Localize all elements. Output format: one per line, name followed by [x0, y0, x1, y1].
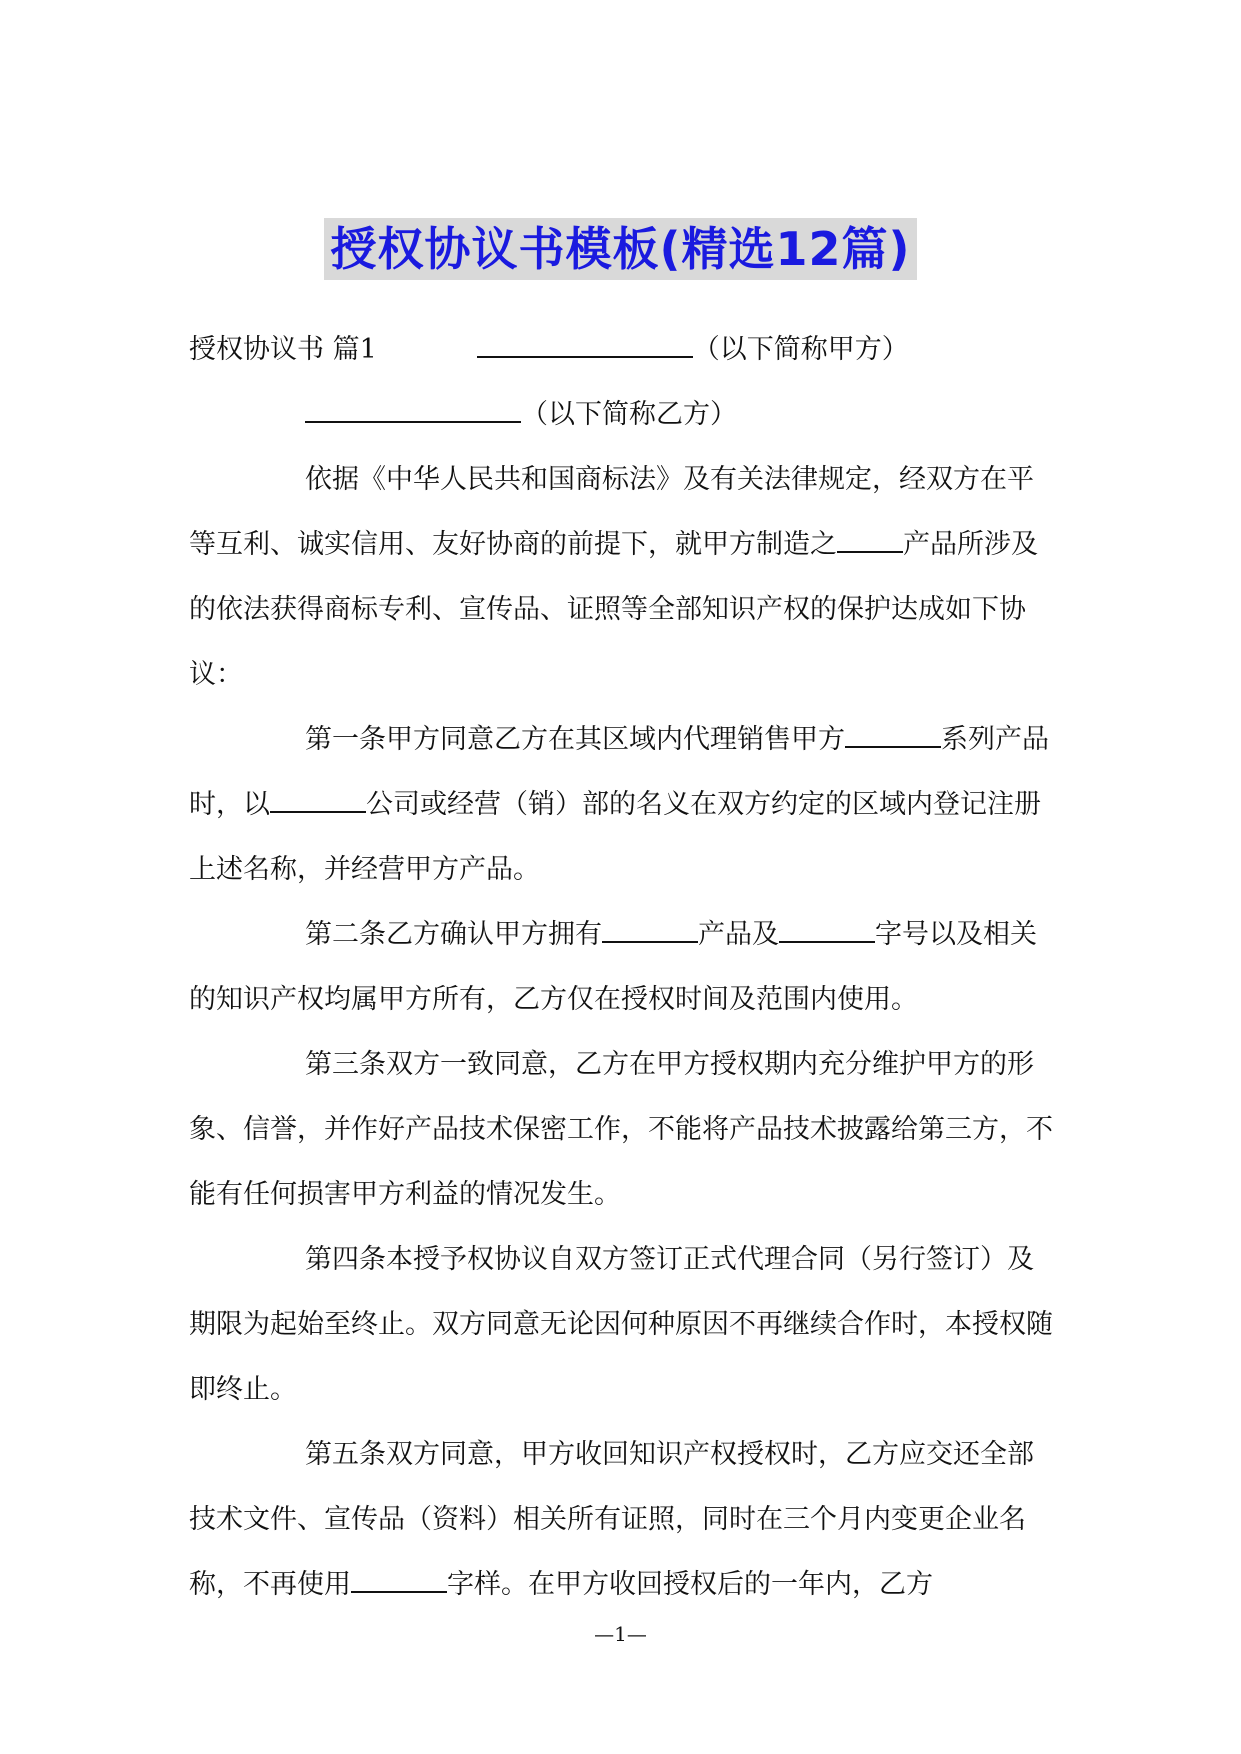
document-body	[189, 317, 1059, 1617]
article-2-text-3: 字号以及相关的知识产权均属甲方所有，乙方仅在授权时间及范围内使用。	[189, 919, 1037, 1015]
article-5	[189, 1422, 1059, 1617]
party-b-blank	[305, 399, 521, 423]
article-1-text-1: 第一条甲方同意乙方在其区域内代理销售甲方	[305, 724, 845, 755]
article-5-text-1: 第五条双方同意，甲方收回知识产权授权时，乙方应交还全部技术文件、宣传品（资料）相关所有证照，同时在三个月内变更企业名称，不再使用	[189, 1439, 1034, 1600]
article-2	[189, 902, 1059, 1032]
article-3: 第三条双方一致同意，乙方在甲方授权期内充分维护甲方的形象、信誉，并作好产品技术保密工作，不能将产品技术披露给第三方，不能有任何损害甲方利益的情况发生。	[189, 1049, 1053, 1210]
page-number: —1—	[594, 1622, 647, 1646]
section-label: 授权协议书 篇1	[189, 334, 377, 365]
article-2-text-2: 产品及	[698, 919, 779, 950]
article-1	[189, 707, 1059, 902]
party-a-blank	[477, 334, 693, 358]
preamble-paragraph	[189, 447, 1059, 707]
title-container	[0, 218, 1241, 280]
document-title: 授权协议书模板(精选12篇)	[324, 218, 916, 280]
wording-blank	[351, 1569, 447, 1593]
owned-product-blank	[602, 919, 698, 943]
article-4: 第四条本授予权协议自双方签订正式代理合同（另行签订）及期限为起始至终止。双方同意无论因何种原因不再继续合作时，本授权随即终止。	[189, 1244, 1053, 1405]
article-1-text-2: 系列产品时，以	[189, 724, 1049, 820]
opening-line-1	[189, 317, 1059, 382]
preamble-text-1: 依据《中华人民共和国商标法》及有关法律规定，经双方在平等互利、诚实信用、友好协商的前提下，就甲方制造之	[189, 464, 1034, 560]
company-blank	[270, 789, 366, 813]
opening-line-2	[189, 382, 1059, 447]
article-2-text-1: 第二条乙方确认甲方拥有	[305, 919, 602, 950]
article-1-text-3: 公司或经营（销）部的名义在双方约定的区域内登记注册上述名称，并经营甲方产品。	[189, 789, 1041, 885]
article-5-text-2: 字样。在甲方收回授权后的一年内，乙方	[447, 1569, 933, 1600]
series-blank	[845, 724, 941, 748]
product-blank	[837, 529, 903, 553]
party-a-label: （以下简称甲方）	[692, 334, 909, 365]
party-b-label: （以下简称乙方）	[521, 399, 737, 430]
preamble-text-2: 产品所涉及的依法获得商标专利、宣传品、证照等全部知识产权的保护达成如下协议：	[189, 529, 1038, 690]
trade-name-blank	[779, 919, 875, 943]
